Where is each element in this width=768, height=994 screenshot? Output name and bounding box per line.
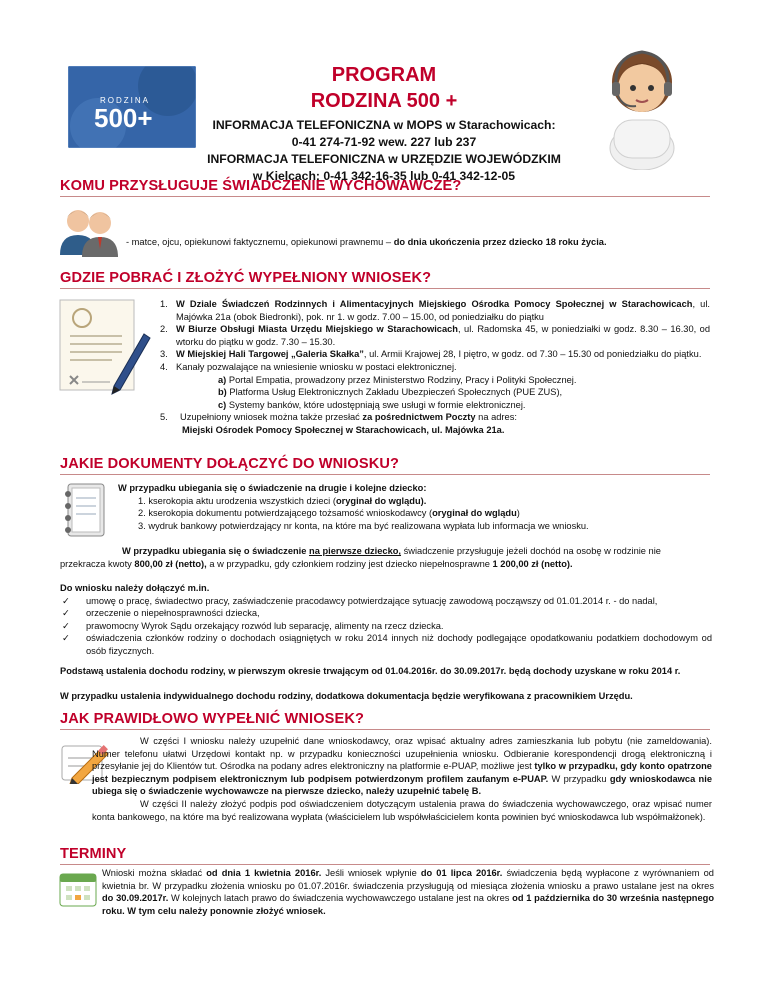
section-where-heading: GDZIE POBRAĆ I ZŁOŻYĆ WYPEŁNIONY WNIOSEK? <box>60 270 432 286</box>
sub-list <box>160 374 710 412</box>
sub-item: c) Systemy banków, które udostępniają swe usługi w formie elektronicznej. <box>218 399 526 410</box>
divider <box>60 864 710 865</box>
divider <box>60 196 710 197</box>
individual-income-note: W przypadku ustalenia indywidualnego dochodu rodziny, dodatkowa dokumentacja będzie weryfikowana z pracownikiem Urzędu. <box>60 691 633 701</box>
section-how-heading: JAK PRAWIDŁOWO WYPEŁNIĆ WNIOSEK? <box>60 711 364 727</box>
divider <box>60 288 710 289</box>
checkmark-icon: ✓ <box>62 595 70 606</box>
phone-info <box>160 117 608 185</box>
list-item: 3. wydruk bankowy potwierdzający nr konta, na które ma być realizowana wypłata lub informacja we wniosku. <box>138 520 589 531</box>
list-item: 2. kserokopia dokumentu potwierdzającego tożsamość wnioskodawcy (oryginał do wglądu) <box>138 508 520 519</box>
checkmark-icon: ✓ <box>62 620 70 631</box>
notebook-icon <box>62 482 108 540</box>
list-item: 5. Uzupełniony wniosek można także przesłać za pośrednictwem Poczty na adres: <box>160 412 517 423</box>
sub-item: a) Portal Empatia, prowadzony przez Ministerstwo Rodziny, Pracy i Polityki Społecznej. <box>218 374 577 385</box>
info-line: INFORMACJA TELEFONICZNA w MOPS w Starachowicach: <box>212 118 556 132</box>
list-item: 4. Kanały pozwalające na wniesienie wniosku w postaci elektronicznej. <box>160 361 457 372</box>
list-item: 1. W Dziale Świadczeń Rodzinnych i Alimentacyjnych Miejskiego Ośrodka Pomocy Społecznej w Starachowicach, ul. Majówka 21a (obok Biedronki), pok. nr 1. w godz. 7.00 – 15.00, od poniedziałku do piątku <box>160 299 710 322</box>
documents-block <box>118 482 718 532</box>
people-icon <box>58 205 120 257</box>
info-line: 0-41 274-71-92 wew. 227 lub 237 <box>291 135 477 149</box>
how-to-fill-text: W części I wniosku należy uzupełnić dane wnioskodawcy, oraz wpisać aktualny adres zamieszkania lub pobytu (nie zameldowania). Numer telefonu ułatwi Urzędowi kontakt np. w przypadku konieczności uzupełnienia wniosku. Odbieranie korespondencji drogą elektroniczną i przesyłanie jej do Klientów tut. Ośrodka na podany adres elektroniczny na platformie e-PUAP, możliwe jest tylko w przypadku, gdy konto opatrzone jest bezpiecznym podpisem elektronicznym lub podpisem potwierdzonym profilem zaufanym e-PUAP. W przypadku gdy wnioskodawca nie ubiega się o świadczenie wychowawcze na pierwsze dziecko, należy uzupełnić tabelę B. W części II należy złożyć podpis pod oświadczeniem dotyczącym ustalenia prawa do świadczenia wychowawczego, oraz wpisać numer konta bankowego, na które ma być realizowana wypłata (właścicielem lub współwłaścicielem konta powinien być wnioskodawca lub współmałżonek). <box>92 736 712 822</box>
first-child-paragraph: W przypadku ubiegania się o świadczenie na pierwsze dziecko, świadczenie przysługuje jeżeli dochód na osobę w rodzinie nie przekracza kwoty 800,00 zł (netto), a w przypadku, gdy członkiem rodziny jest dziecko niepełnosprawne 1 200,00 zł (netto). <box>60 546 661 569</box>
divider <box>60 729 710 730</box>
check-item: ✓ prawomocny Wyrok Sądu orzekający rozwód lub separację, alimenty na rzecz dziecka. <box>62 620 444 631</box>
attachments-heading: Do wniosku należy dołączyć m.in. <box>60 583 210 593</box>
documents-intro: W przypadku ubiegania się o świadczenie na drugie i kolejne dziecko: <box>118 483 427 493</box>
attachments-block <box>60 582 712 658</box>
page-subtitle: RODZINA 500 + <box>310 90 458 112</box>
checkmark-icon: ✓ <box>62 633 70 644</box>
section-who-text: - matce, ojcu, opiekunowi faktycznemu, opiekunowi prawnemu – do dnia ukończenia przez dziecko 18 roku życia. <box>126 237 607 247</box>
check-item: ✓ umowę o pracę, świadectwo pracy, zaświadczenie pracodawcy potwierdzające sytuację zawodową począwszy od 01.01.2014 r. - do nadal, <box>62 595 658 606</box>
page-title: PROGRAM <box>331 64 437 86</box>
info-line: INFORMACJA TELEFONICZNA w URZĘDZIE WOJEWÓDZKIM <box>207 152 561 166</box>
income-basis: Podstawą ustalenia dochodu rodziny, w pierwszym okresie trwającym od 01.04.2016r. do 30.09.2017r. będą dochody uzyskane w roku 2014 r. <box>60 666 681 676</box>
checkmark-icon: ✓ <box>62 608 70 619</box>
mail-address: Miejski Ośrodek Pomocy Społecznej w Starachowicach, ul. Majówka 21a. <box>182 424 505 435</box>
call-center-agent-icon <box>606 20 678 170</box>
list-item: 3. W Miejskiej Hali Targowej „Galeria Skałka”, ul. Armii Krajowej 28, I piętro, w godz. od 7.30 – 15.30 od poniedziałku do piątku. <box>160 349 702 360</box>
section-who-heading: KOMU PRZYSŁUGUJE ŚWIADCZENIE WYCHOWAWCZE? <box>60 178 462 194</box>
section-dates-heading: TERMINY <box>60 846 127 862</box>
check-item: ✓ orzeczenie o niepełnosprawności dziecka, <box>62 608 260 619</box>
where-list <box>160 298 710 437</box>
dates-text: Wnioski można składać od dnia 1 kwietnia 2016r. Jeśli wniosek wpłynie do 01 lipca 2016r. świadczenia będą wypłacone z wyrównaniem od kwietnia br. W przypadku złożenia wniosku po 01.07.2016r. świadczenia przysługują od miesiąca złożenia wniosku a prawo ustalane jest na okres do 30.09.2017r. W kolejnych latach prawo do świadczenia wychowawczego ustalane jest na okres od 1 października do 30 września następnego roku. W tym celu należy ponownie złożyć wniosek. <box>102 868 714 916</box>
logo-number: 500+ <box>94 103 153 133</box>
sub-item: b) Platforma Usług Elektronicznych Zakładu Ubezpieczeń Społecznych (PUE ZUS), <box>218 387 563 398</box>
divider <box>60 474 710 475</box>
calendar-icon <box>58 870 98 908</box>
form-document-pen-icon <box>56 298 152 396</box>
check-item: ✓ oświadczenia członków rodziny o dochodach osiągniętych w roku 2014 innych niż dochody podlegające opodatkowaniu podatkiem dochodowym od osób fizycznych. <box>62 633 712 656</box>
list-item: 1. kserokopia aktu urodzenia wszystkich dzieci (oryginał do wglądu). <box>138 495 427 506</box>
logo-text: RODZINA <box>100 96 150 105</box>
section-documents-heading: JAKIE DOKUMENTY DOŁĄCZYĆ DO WNIOSKU? <box>60 456 399 472</box>
list-item: 2. W Biurze Obsługi Miasta Urzędu Miejskiego w Starachowicach, ul. Radomska 45, w poniedziałki w godz. 8.30 – 16.30, od wtorku do piątku w godz. 7.30 – 15.30. <box>160 324 710 347</box>
info-line: w Kielcach: 0-41 342-16-35 lub 0-41 342-12-05 <box>252 169 516 183</box>
